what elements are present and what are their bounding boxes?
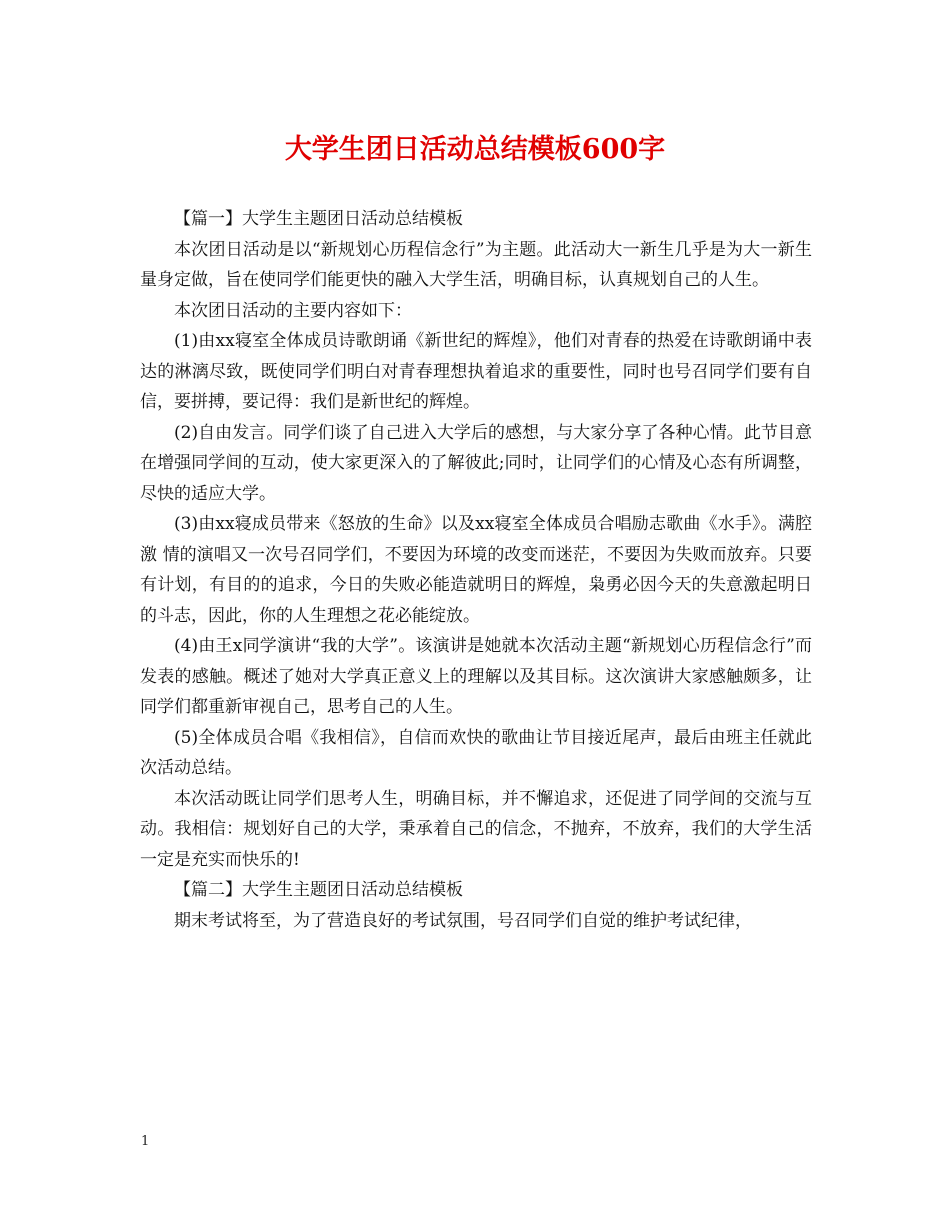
section-heading-2: 【篇二】大学生主题团日活动总结模板 [174, 880, 463, 900]
document-body [140, 204, 812, 936]
paragraph-item-4: (4)由王x同学演讲“我的大学”。该演讲是她就本次活动主题“新规划心历程信念行”而发表的感触。概述了她对大学真正意义上的理解以及其目标。这次演讲大家感触颇多，让同学们都重新审视自己，思考自己的人生。 [140, 636, 812, 717]
paragraph-content-list-intro: 本次团日活动的主要内容如下： [174, 300, 412, 321]
paragraph-item-5: (5)全体成员合唱《我相信》，自信而欢快的歌曲让节目接近尾声，最后由班主任就此次活动总结。 [140, 727, 812, 778]
paragraph-conclusion: 本次活动既让同学们思考人生，明确目标，并不懈追求，还促进了同学间的交流与互动。我相信：规划好自己的大学，秉承着自己的信念，不抛弃，不放弃，我们的大学生活一定是充实而快乐的! [140, 788, 812, 870]
section-heading-1: 【篇一】大学生主题团日活动总结模板 [174, 209, 463, 229]
paragraph-item-1: (1)由xx寝室全体成员诗歌朗诵《新世纪的辉煌》，他们对青春的热爱在诗歌朗诵中表达的淋漓尽致，既使同学们明白对青春理想执着追求的重要性，同时也号召同学们要有自信，要拼搏，要记得：我们是新世纪的辉煌。 [140, 331, 812, 412]
page-number: 1 [141, 1134, 150, 1149]
paragraph-item-2: (2)自由发言。同学们谈了自己进入大学后的感想，与大家分享了各种心情。此节目意在增强同学间的互动，使大家更深入的了解彼此;同时，让同学们的心情及心态有所调整，尽快的适应大学。 [140, 422, 812, 504]
document-title: 大学生团日活动总结模板600字 [284, 134, 666, 165]
paragraph-item-3: (3)由xx寝成员带来《怒放的生命》以及xx寝室全体成员合唱励志歌曲《水手》。满腔激 情的演唱又一次号召同学们，不要因为环境的改变而迷茫，不要因为失败而放弃。只要有计划，有目的的追求，今日的失败必能造就明日的辉煌，枭勇必因今天的失意激起明日的斗志，因此，你的人生理想之花必能绽放。 [140, 514, 812, 626]
paragraph-section-2-start: 期末考试将至，为了营造良好的考试氛围，号召同学们自觉的维护考试纪律， [174, 910, 752, 931]
paragraph-intro: 本次团日活动是以“新规划心历程信念行”为主题。此活动大一新生几乎是为大一新生量身定做，旨在使同学们能更快的融入大学生活，明确目标，认真规划自己的人生。 [140, 239, 812, 290]
